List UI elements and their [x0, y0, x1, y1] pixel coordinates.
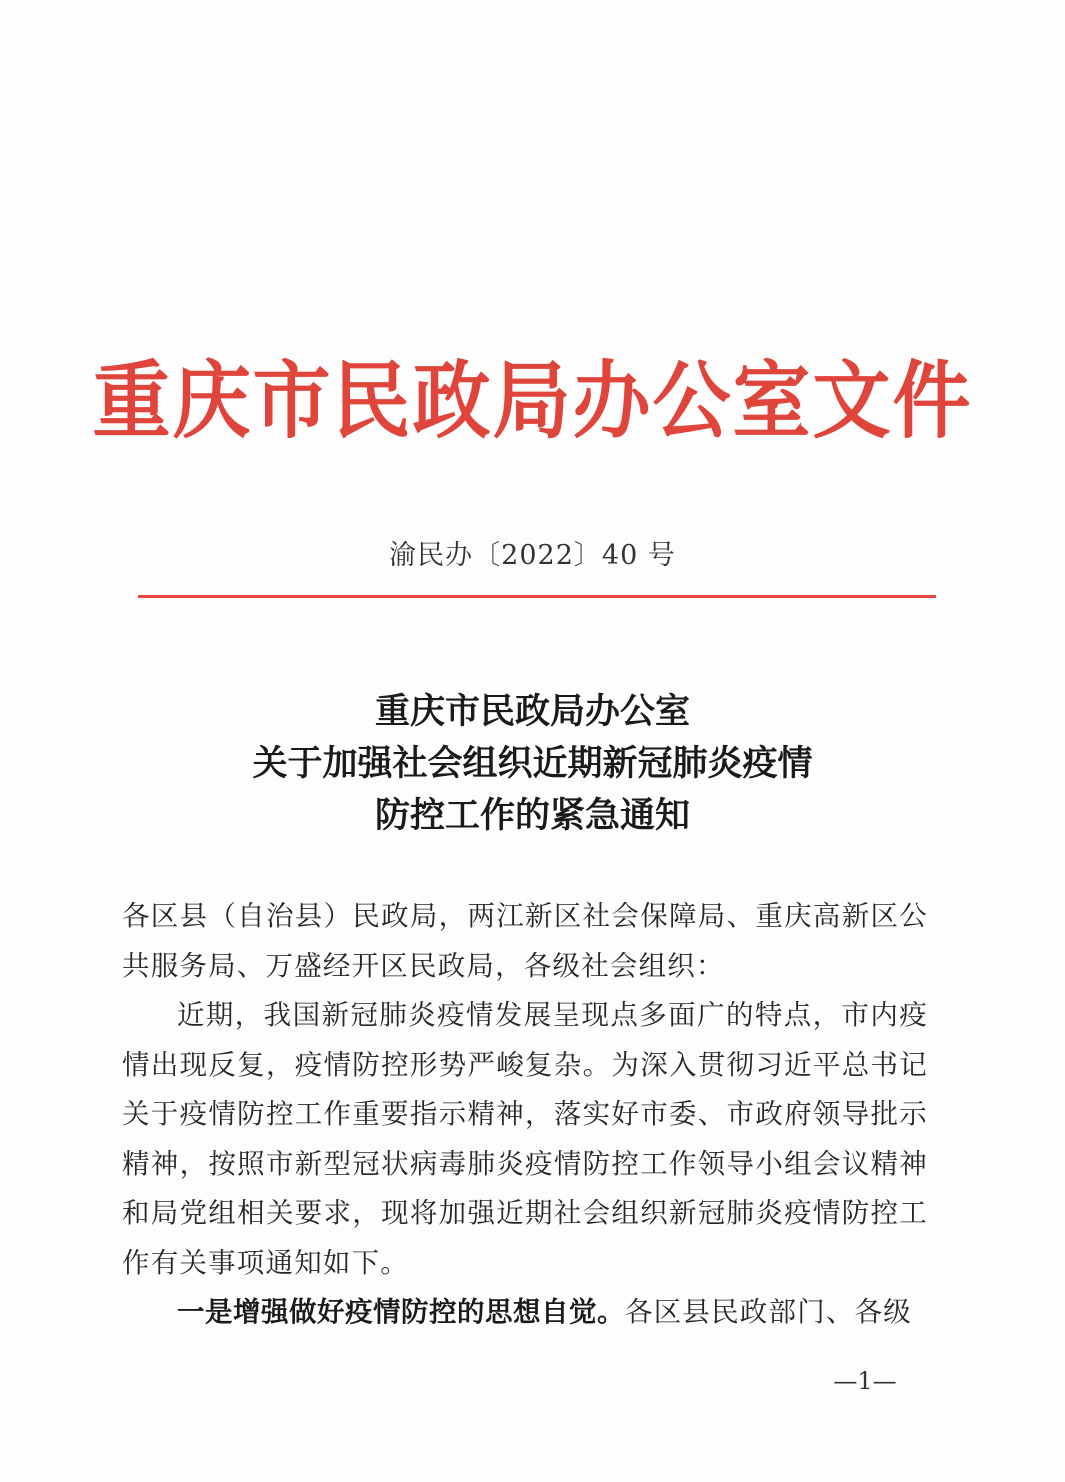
masthead-title: 重庆市民政局办公室文件: [92, 352, 973, 451]
addressee-paragraph: 各区县（自治县）民政局，两江新区社会保障局、重庆高新区公共服务局、万盛经开区民政局，各级社会组织：: [122, 900, 928, 982]
paragraph-continuation: 各区县民政部门、各级: [625, 1296, 912, 1328]
body-paragraph-2: [122, 1288, 928, 1338]
paragraph-emphasis: 一是增强做好疫情防控的思想自觉。: [177, 1296, 625, 1328]
document-number: 渝民办〔2022〕40 号: [389, 540, 676, 571]
title-line-2: 关于加强社会组织近期新冠肺炎疫情: [252, 744, 813, 784]
red-separator-line: [138, 595, 936, 598]
notice-title: [0, 686, 1065, 842]
title-line-3: 防控工作的紧急通知: [374, 796, 690, 836]
page-number: —1—: [833, 1367, 897, 1395]
notice-body: [122, 892, 928, 1338]
body-paragraph-1: 近期，我国新冠肺炎疫情发展呈现点多面广的特点，市内疫情出现反复，疫情防控形势严峻复杂。为深入贯彻习近平总书记关于疫情防控工作重要指示精神，落实好市委、市政府领导批示精神，按照市新型冠状病毒肺炎疫情防控工作领导小组会议精神和局党组相关要求，现将加强近期社会组织新冠肺炎疫情防控工作有关事项通知如下。: [122, 999, 928, 1279]
title-line-1: 重庆市民政局办公室: [374, 692, 690, 732]
